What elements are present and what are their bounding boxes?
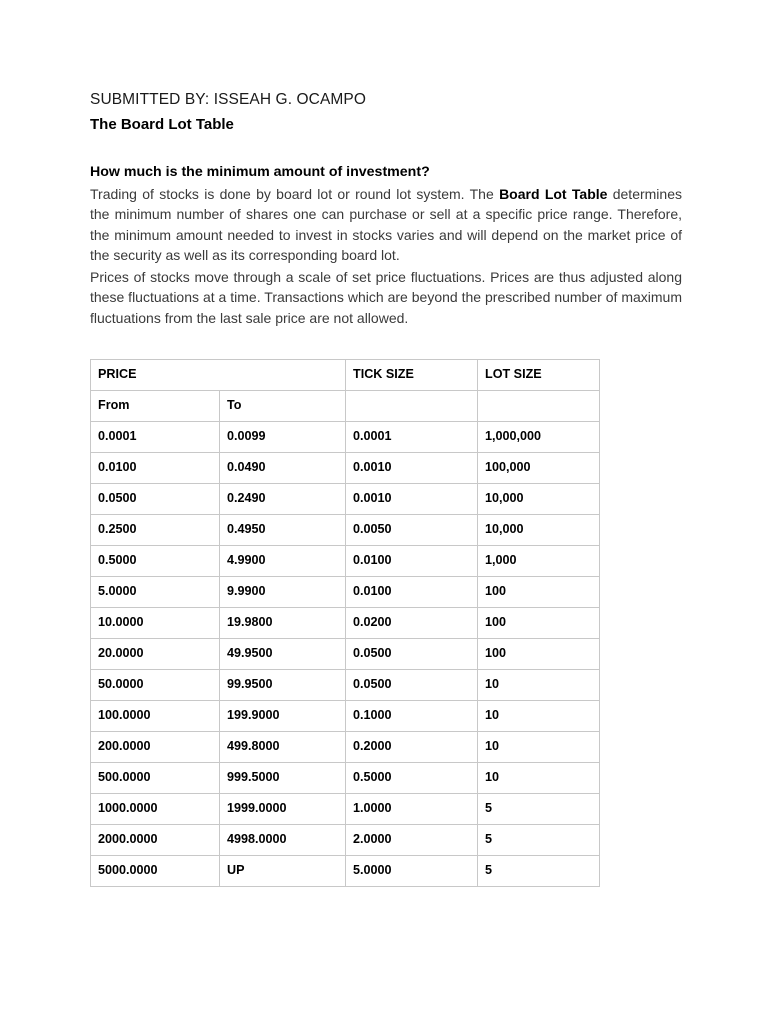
table-row xyxy=(91,793,600,824)
cell-lot-size: 100,000 xyxy=(478,452,600,483)
table-row xyxy=(91,700,600,731)
board-lot-table xyxy=(90,359,600,887)
cell-price-to: 999.5000 xyxy=(220,762,346,793)
table-header-row xyxy=(91,359,600,390)
cell-tick-size: 0.0010 xyxy=(346,452,478,483)
table-row xyxy=(91,421,600,452)
cell-lot-size: 10 xyxy=(478,731,600,762)
paragraph-1-text-before: Trading of stocks is done by board lot or round lot system. The xyxy=(90,185,500,202)
table-row xyxy=(91,638,600,669)
cell-price-to: 99.9500 xyxy=(220,669,346,700)
cell-price-from: 5.0000 xyxy=(91,576,220,607)
subheader-from: From xyxy=(91,390,220,421)
cell-price-from: 10.0000 xyxy=(91,607,220,638)
cell-price-to: 199.9000 xyxy=(220,700,346,731)
table-row xyxy=(91,731,600,762)
cell-price-from: 50.0000 xyxy=(91,669,220,700)
board-lot-table-container xyxy=(90,359,599,887)
subheader-lot-size xyxy=(478,390,600,421)
cell-lot-size: 5 xyxy=(478,824,600,855)
header-lot-size: LOT SIZE xyxy=(478,359,600,390)
cell-tick-size: 0.0001 xyxy=(346,421,478,452)
paragraph-1-emphasis: Board Lot Table xyxy=(499,185,608,202)
cell-tick-size: 0.0050 xyxy=(346,514,478,545)
cell-price-to: 49.9500 xyxy=(220,638,346,669)
header-price: PRICE xyxy=(91,359,346,390)
cell-tick-size: 1.0000 xyxy=(346,793,478,824)
cell-price-to: 0.0099 xyxy=(220,421,346,452)
table-row xyxy=(91,452,600,483)
cell-lot-size: 10 xyxy=(478,700,600,731)
cell-price-to: 1999.0000 xyxy=(220,793,346,824)
cell-price-from: 200.0000 xyxy=(91,731,220,762)
paragraph-1 xyxy=(90,184,682,266)
cell-price-from: 0.0001 xyxy=(91,421,220,452)
cell-price-from: 0.5000 xyxy=(91,545,220,576)
cell-price-from: 0.2500 xyxy=(91,514,220,545)
table-row xyxy=(91,514,600,545)
cell-lot-size: 10 xyxy=(478,669,600,700)
cell-price-to: 0.0490 xyxy=(220,452,346,483)
cell-price-from: 5000.0000 xyxy=(91,855,220,886)
paragraph-2: Prices of stocks move through a scale of set price fluctuations. Prices are thus adjusted along these fluctuations at a time. Transactions which are beyond the prescribed number of maximum fluctuations from the last sale price are not allowed. xyxy=(90,268,682,327)
cell-price-to: 0.4950 xyxy=(220,514,346,545)
cell-price-from: 20.0000 xyxy=(91,638,220,669)
cell-price-from: 1000.0000 xyxy=(91,793,220,824)
page-title: The Board Lot Table xyxy=(90,116,234,134)
cell-price-to: 4998.0000 xyxy=(220,824,346,855)
cell-tick-size: 5.0000 xyxy=(346,855,478,886)
cell-lot-size: 10 xyxy=(478,762,600,793)
table-row xyxy=(91,669,600,700)
cell-lot-size: 100 xyxy=(478,576,600,607)
cell-price-from: 2000.0000 xyxy=(91,824,220,855)
cell-price-from: 500.0000 xyxy=(91,762,220,793)
table-row xyxy=(91,762,600,793)
submitted-by-line: SUBMITTED BY: ISSEAH G. OCAMPO xyxy=(90,91,367,108)
cell-lot-size: 1,000,000 xyxy=(478,421,600,452)
paragraph-1-text-after: determines the minimum number of shares one can purchase or sell at a specific price range. Therefore, the minimum amount needed to invest in stocks varies and will depend on the market price of the security as well as its corresponding board lot. xyxy=(90,185,682,264)
cell-tick-size: 2.0000 xyxy=(346,824,478,855)
table-row xyxy=(91,607,600,638)
cell-price-from: 100.0000 xyxy=(91,700,220,731)
cell-price-to: 499.8000 xyxy=(220,731,346,762)
cell-lot-size: 1,000 xyxy=(478,545,600,576)
subheader-to: To xyxy=(220,390,346,421)
cell-lot-size: 100 xyxy=(478,638,600,669)
cell-price-to: UP xyxy=(220,855,346,886)
cell-lot-size: 5 xyxy=(478,855,600,886)
cell-price-to: 0.2490 xyxy=(220,483,346,514)
cell-tick-size: 0.2000 xyxy=(346,731,478,762)
table-body xyxy=(91,359,600,886)
cell-price-to: 4.9900 xyxy=(220,545,346,576)
cell-tick-size: 0.0100 xyxy=(346,545,478,576)
table-row xyxy=(91,545,600,576)
cell-price-to: 9.9900 xyxy=(220,576,346,607)
header-tick-size: TICK SIZE xyxy=(346,359,478,390)
table-subheader-row xyxy=(91,390,600,421)
table-row xyxy=(91,576,600,607)
cell-tick-size: 0.0010 xyxy=(346,483,478,514)
cell-price-from: 0.0100 xyxy=(91,452,220,483)
subheader-tick-size xyxy=(346,390,478,421)
cell-lot-size: 100 xyxy=(478,607,600,638)
table-row xyxy=(91,855,600,886)
cell-tick-size: 0.0100 xyxy=(346,576,478,607)
cell-tick-size: 0.0200 xyxy=(346,607,478,638)
cell-tick-size: 0.0500 xyxy=(346,669,478,700)
cell-price-to: 19.9800 xyxy=(220,607,346,638)
cell-tick-size: 0.5000 xyxy=(346,762,478,793)
cell-lot-size: 10,000 xyxy=(478,483,600,514)
cell-lot-size: 10,000 xyxy=(478,514,600,545)
cell-tick-size: 0.1000 xyxy=(346,700,478,731)
cell-price-from: 0.0500 xyxy=(91,483,220,514)
table-row xyxy=(91,824,600,855)
section-heading: How much is the minimum amount of investment? xyxy=(90,164,430,181)
table-row xyxy=(91,483,600,514)
cell-tick-size: 0.0500 xyxy=(346,638,478,669)
cell-lot-size: 5 xyxy=(478,793,600,824)
